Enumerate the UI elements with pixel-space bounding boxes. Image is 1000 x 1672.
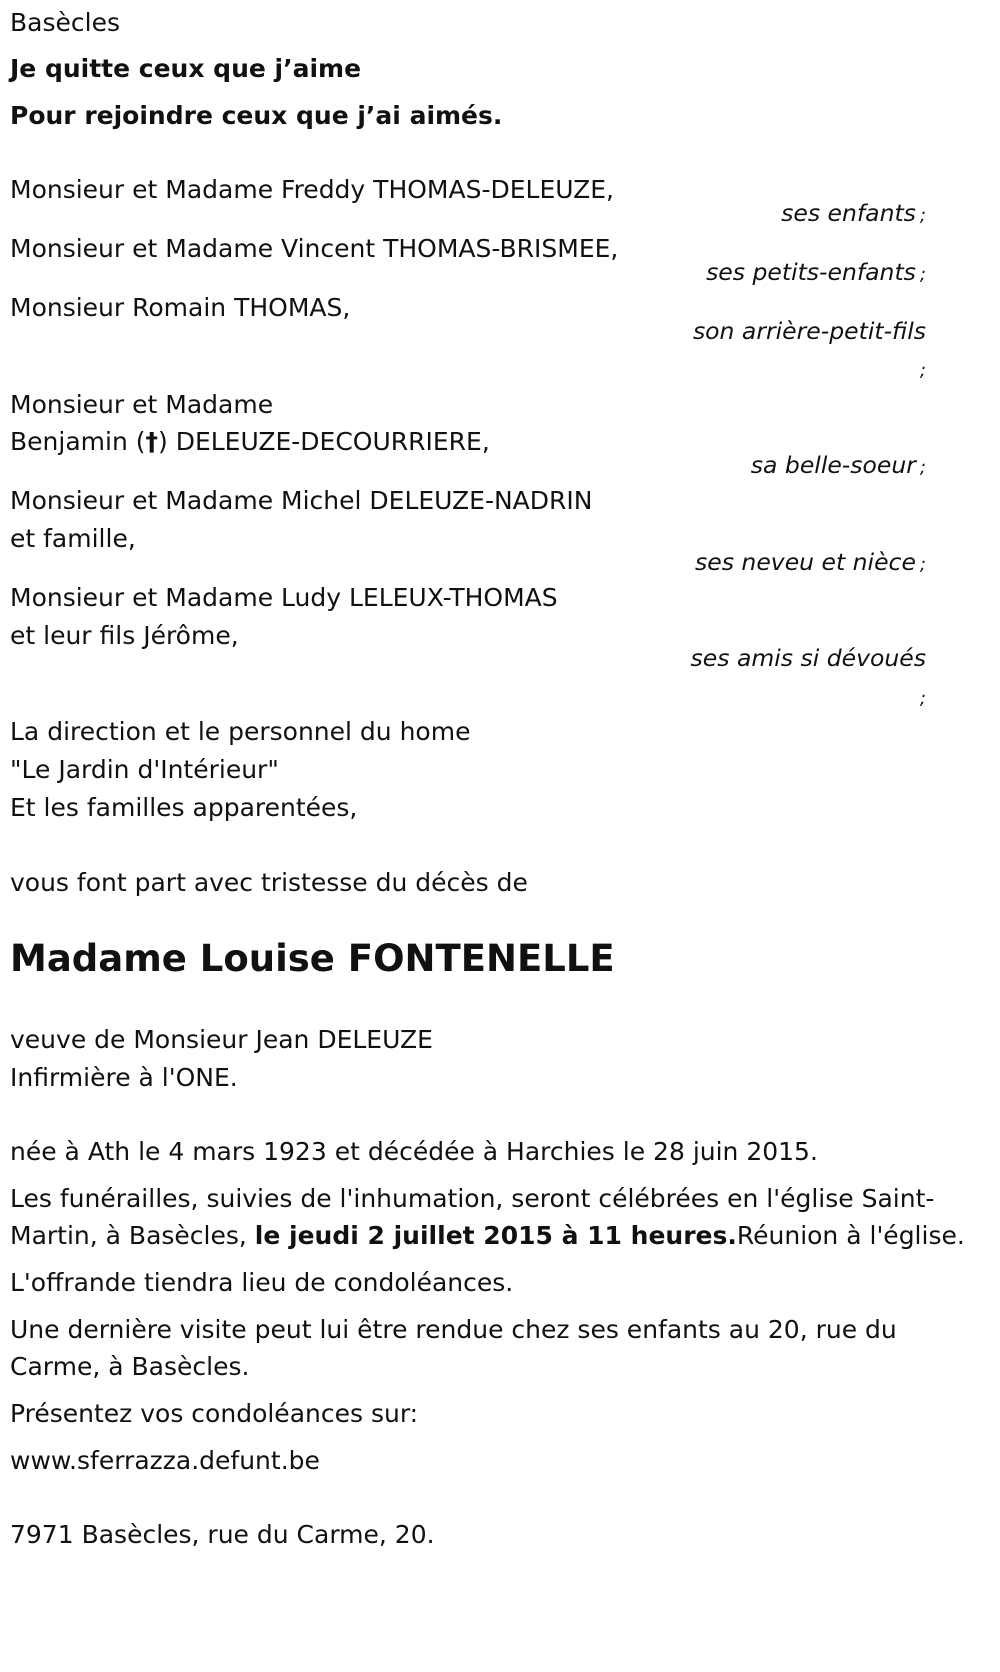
condolences-label: Présentez vos condoléances sur: (10, 1399, 419, 1428)
funeral-line-1: Les funérailles, suivies de l'inhumation, seront célébrées en l'église Saint- (10, 1184, 935, 1213)
family-member-name: Monsieur et Madame Michel DELEUZE-NADRIN (10, 486, 593, 515)
family-member-name: Monsieur et Madame (10, 390, 274, 419)
funeral-datetime: le jeudi 2 juillet 2015 à 11 heures. (254, 1221, 737, 1250)
announcement: vous font part avec tristesse du décès de (10, 868, 528, 897)
place-name: Basècles (10, 8, 120, 37)
condolences-link[interactable]: www.sferrazza.defunt.be (10, 1446, 320, 1475)
birth-death: née à Ath le 4 mars 1923 et décédée à Harchies le 28 juin 2015. (10, 1137, 818, 1166)
family-member-name-cont: et famille, (10, 524, 136, 553)
family-member-name: Monsieur et Madame Vincent THOMAS-BRISMEE, (10, 234, 619, 263)
verse-line-2: Pour rejoindre ceux que j’ai aimés. (10, 101, 503, 130)
visit-line-2: Carme, à Basècles. (10, 1352, 250, 1381)
relation-semicolon: ; (919, 360, 926, 381)
occupation: Infirmière à l'ONE. (10, 1063, 238, 1092)
family-member-name: Monsieur et Madame Ludy LELEUX-THOMAS (10, 583, 558, 612)
offering: L'offrande tiendra lieu de condoléances. (10, 1268, 514, 1297)
family-member-relation: son arrière-petit-fils (692, 317, 926, 345)
relation-semicolon: ; (919, 688, 926, 709)
family-member-relation: ses petits-enfants ; (706, 258, 926, 286)
family-member-relation: ses neveu et nièce ; (695, 548, 926, 576)
others-line: "Le Jardin d'Intérieur" (10, 755, 279, 784)
cross-icon: † (145, 427, 158, 456)
deceased-name: Madame Louise FONTENELLE (10, 937, 615, 980)
family-member-name: Monsieur Romain THOMAS, (10, 293, 351, 322)
family-member-relation: ses enfants ; (781, 199, 926, 227)
others-line: La direction et le personnel du home (10, 717, 471, 746)
widow-of: veuve de Monsieur Jean DELEUZE (10, 1025, 433, 1054)
visit-line-1: Une dernière visite peut lui être rendue chez ses enfants au 20, rue du (10, 1315, 897, 1344)
family-member-relation: sa belle-soeur ; (750, 451, 926, 479)
family-member-relation: ses amis si dévoués (690, 644, 926, 672)
others-line: Et les familles apparentées, (10, 793, 358, 822)
address: 7971 Basècles, rue du Carme, 20. (10, 1520, 435, 1549)
funeral-line-2: Martin, à Basècles, le jeudi 2 juillet 2015 à 11 heures.Réunion à l'église. (10, 1221, 965, 1250)
verse-line-1: Je quitte ceux que j’aime (10, 54, 362, 83)
family-member-name-cont: et leur fils Jérôme, (10, 621, 239, 650)
family-member-name-cont: Benjamin (†) DELEUZE-DECOURRIERE, (10, 427, 490, 456)
family-member-name: Monsieur et Madame Freddy THOMAS-DELEUZE, (10, 175, 614, 204)
